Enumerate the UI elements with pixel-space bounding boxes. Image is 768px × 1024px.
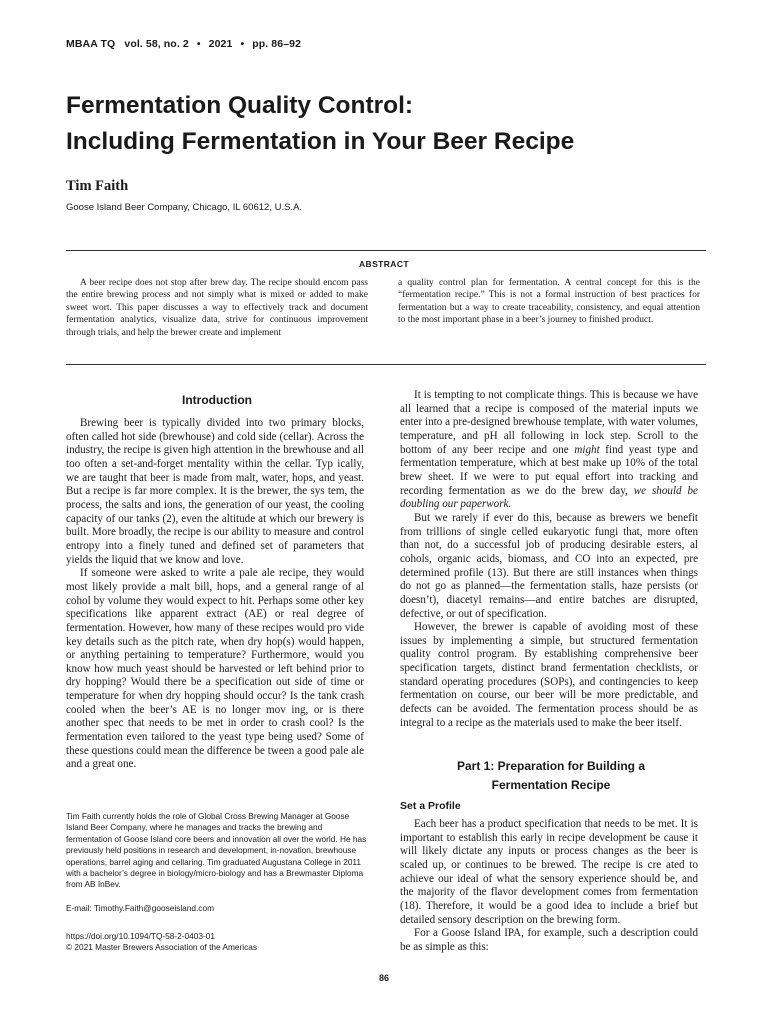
intro-paragraph-5: However, the brewer is capable of avoiding most of these issues by implementing a simple, but structured fermentation quality control program. By establishing comprehensive beer specification targets, distinct brand fermentation checklists, or standard operating procedures (SOPs), and contingencies to keep fermentation on course, our beer will be more predictable, and defects can be avoided. The fermentation process should be as integral to a recipe as the materials used to make the beer itself. bbox=[400, 621, 698, 729]
set-a-profile-subheading: Set a Profile bbox=[400, 800, 461, 812]
right-column-part1 bbox=[400, 818, 698, 955]
intro-paragraph-2: If someone were asked to write a pale ale recipe, they would most likely provide a malt bill, hops, and a general range of al cohol by volume they would expect to hit. Perhaps some other key specifications like apparent extract (AE) or real degree of fermentation. However, how many of these recipes would pro vide key details such as the pitch rate, when dry hop(s) would happen, or anything pertaining to temperature? Furthermore, would you know how much yeast should be harvested or left behind prior to dry hopping? Would there be a specification out side of time or temperature for when dry hopping should occur? Is the tank crash cooled when the beer’s AE is no longer mov ing, or is there another spec that needs to be met in order to crash cool? Is the fermentation even tailored to the yeast type being used? Some of these questions could mean the difference be tween a good pale ale and a great one. bbox=[66, 567, 364, 771]
abstract-text-right: a quality control plan for fermentation. A central concept for this is the “fermentation recipe.” This is not a formal instruction of best practices for fermentation but a way to create traceability, consistency, and equal attention to the most important phase in a beer’s journey to finished product. bbox=[398, 278, 700, 326]
introduction-heading: Introduction bbox=[182, 393, 252, 407]
intro-paragraph-4: But we rarely if ever do this, because as brewers we benefit from trillions of single celled eukaryotic fungi that, more often than not, do a successful job of producing desirable esters, al cohols, organic acids, biomass, and CO into an expected, pre determined profile (13). But there are still instances when things do not go as planned—the fermentation stalls, haze persists (or doesn’t), diacetyl remains—and entire batches are disrupted, defective, or out of specification. bbox=[400, 511, 698, 620]
body-divider bbox=[66, 364, 706, 365]
left-column bbox=[66, 417, 364, 772]
author-name: Tim Faith bbox=[66, 178, 129, 194]
journal-pages: pp. 86–92 bbox=[252, 38, 302, 50]
journal-year: 2021 bbox=[208, 38, 233, 50]
intro-paragraph-1: Brewing beer is typically divided into two primary blocks, often called hot side (brewhouse) and cold side (cellar). Across the industry, the recipe is given high attention in the brewhouse and all too often a set-and-forget mentality within the cellar. Typ ically, we are taught that beer is made from malt, water, hops, and yeast. But a recipe is far more complex. It is the brewer, the sys tem, the process, the salts and ions, the generation of our yeast, the cooling capacity of our tanks (2), even the altitude at which our brewery is built. More broadly, the recipe is our ability to measure and control entropy into a finely tuned and defined set of parameters that yields the liquid that we know and love. bbox=[66, 417, 364, 566]
author-affiliation: Goose Island Beer Company, Chicago, IL 60612, U.S.A. bbox=[66, 202, 303, 213]
paper-title-line-1: Fermentation Quality Control: bbox=[66, 92, 414, 119]
header-separator: • bbox=[240, 38, 245, 50]
abstract-divider bbox=[66, 250, 706, 251]
abstract-heading: ABSTRACT bbox=[359, 259, 409, 269]
copyright-notice: © 2021 Master Brewers Association of the Americas bbox=[66, 942, 258, 953]
part1-heading bbox=[400, 757, 702, 795]
author-email: E-mail: Timothy.Faith@gooseisland.com bbox=[66, 903, 214, 913]
intro-paragraph-3-emphasis: might bbox=[574, 443, 600, 456]
part1-heading-line-2: Fermentation Recipe bbox=[491, 778, 611, 792]
doi-block bbox=[66, 931, 257, 954]
part1-paragraph-1: Each beer has a product specification that needs to be met. It is important to establish this early in recipe development be cause it will likely dictate any inputs or process changes as the beer is scaled up, or continues to be brewed. The recipe is cre ated to achieve our ideal of what the sensory experience should be, and the majority of the flavor development comes from fermentation (18). Therefore, it would be a good idea to include a brief but detailed sensory description on the brewing form. bbox=[400, 818, 698, 926]
journal-name: MBAA TQ bbox=[66, 38, 116, 50]
header-separator: • bbox=[196, 38, 201, 50]
part1-paragraph-2: For a Goose Island IPA, for example, such a description could be as simple as this: bbox=[400, 927, 698, 953]
part1-heading-line-1: Part 1: Preparation for Building a bbox=[456, 759, 646, 773]
author-bio-footnote: Tim Faith currently holds the role of Global Cross Brewing Manager at Goose Island Beer Company, where he manages and tracks the brewing and fermentation of Goose Island core beers and innovation all over the world. He has previously held positions in research and development, in-novation, brewhouse operations, barrel aging and cellaring. Tim graduated Augustana College in 2011 with a bachelor’s degree in biology/micro-biology and has a Brewmaster Diploma from AB InBev. bbox=[66, 811, 367, 890]
intro-paragraph-3-emphasis-2: we should be doubling our paperwork. bbox=[400, 484, 698, 511]
paper-title bbox=[66, 88, 706, 160]
page-number: 86 bbox=[378, 973, 389, 983]
intro-paragraph-3 bbox=[400, 389, 698, 512]
journal-volume: vol. 58, no. 2 bbox=[124, 38, 189, 50]
paper-title-line-2: Including Fermentation in Your Beer Recipe bbox=[66, 128, 575, 155]
right-column bbox=[400, 389, 698, 730]
intro-paragraph-3-text: It is tempting to not complicate things. This is because we have all learned that a recipe is composed of the material inputs we enter into a pre-designed brewhouse template, with water volumes, temperature, and pH all following in lock step. Scroll to the bottom of any beer recipe and one bbox=[400, 389, 698, 456]
abstract-text-left: A beer recipe does not stop after brew day. The recipe should encom pass the entire brewing process and not simply what is mixed or added to make sweet wort. This paper discusses a way to effectively track and document fermentation analytics, visualize data, strive for continuous improvement through trials, and help the brewer create and implement bbox=[66, 278, 368, 338]
intro-paragraph-3-text-cont: find yeast type and fermentation temperature, which at best make up 10% of the total brew sheet. If we were to put equal effort into tracking and recording fermentation as we do the brew day, bbox=[400, 443, 698, 497]
journal-header bbox=[66, 38, 301, 50]
doi-link[interactable]: https://doi.org/10.1094/TQ-58-2-0403-01 bbox=[66, 931, 215, 941]
